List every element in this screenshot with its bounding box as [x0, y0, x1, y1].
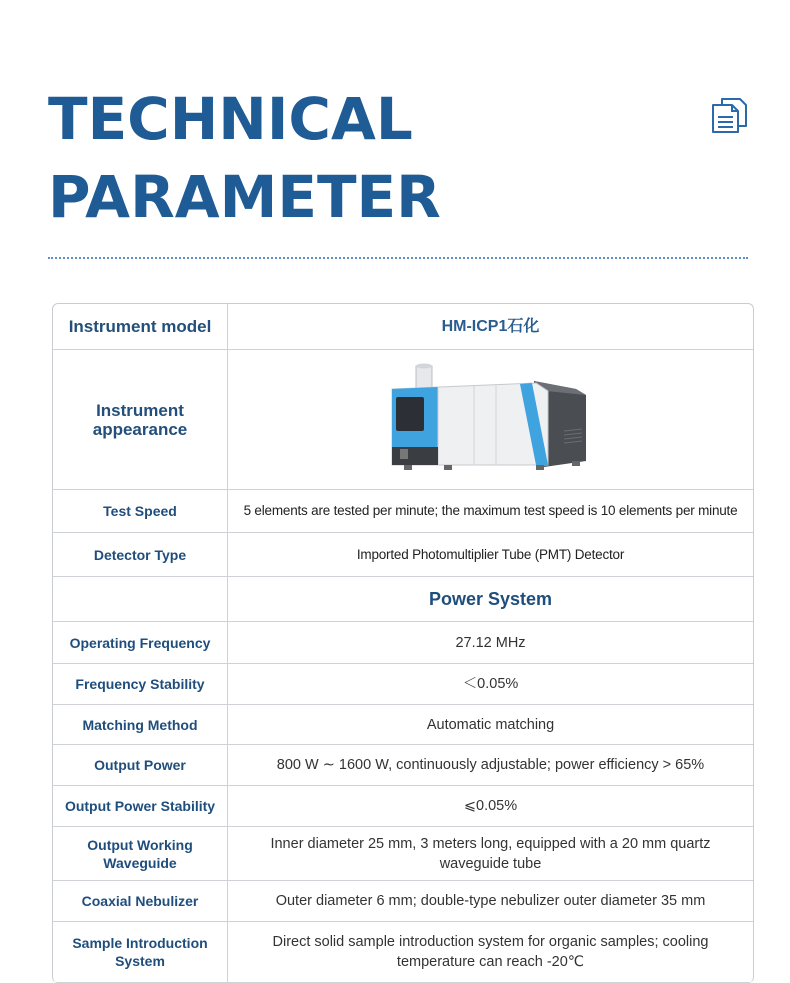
row-label: Detector Type [53, 533, 228, 576]
table-row-test-speed [53, 490, 753, 533]
instrument-image-cell [228, 350, 753, 489]
row-label: Output Power Stability [53, 786, 228, 826]
row-label: Instrument model [53, 304, 228, 349]
row-value: 27.12 MHz [455, 634, 526, 651]
row-label: Operating Frequency [53, 622, 228, 663]
table-row-section [53, 577, 753, 622]
row-value: Outer diameter 6 mm; double-type nebulizer outer diameter 35 mm [275, 893, 706, 909]
row-value: Automatic matching [426, 716, 555, 733]
row-value: Direct solid sample introduction system for organic samples; cooling temperature can reach -20℃ [272, 934, 709, 970]
dotted-divider [48, 257, 748, 259]
row-label: Instrument appearance [53, 350, 228, 489]
row-label: Output Power [53, 745, 228, 785]
table-row [53, 745, 753, 786]
row-value: HM-ICP1石化 [441, 317, 540, 335]
row-label: Output Working Waveguide [53, 827, 228, 880]
parameter-table [52, 303, 754, 983]
table-row [53, 922, 753, 983]
page-title [48, 80, 441, 236]
row-label [53, 577, 228, 621]
documents-icon [708, 94, 750, 136]
row-value: Imported Photomultiplier Tube (PMT) Detector [356, 546, 625, 562]
table-row [53, 622, 753, 664]
table-row-appearance [53, 350, 753, 490]
row-value: 5 elements are tested per minute; the maximum test speed is 10 elements per minute [243, 503, 738, 518]
row-value: Inner diameter 25 mm, 3 meters long, equipped with a 20 mm quartz waveguide tube [270, 835, 711, 872]
table-row-model [53, 304, 753, 350]
row-value: 800 W ∼ 1600 W, continuously adjustable; power efficiency > 65% [276, 757, 705, 773]
table-row [53, 881, 753, 922]
table-row [53, 827, 753, 881]
row-label: Frequency Stability [53, 664, 228, 704]
table-row [53, 664, 753, 705]
row-value: ⩽0.05% [463, 798, 518, 814]
table-row [53, 705, 753, 745]
row-label: Test Speed [53, 490, 228, 532]
row-label: Sample Introduction System [53, 922, 228, 982]
title-line-1: TECHNICAL [48, 85, 413, 153]
row-label: Coaxial Nebulizer [53, 881, 228, 921]
title-line-2: PARAMETER [48, 163, 441, 231]
section-title: Power System [428, 589, 553, 609]
table-row [53, 786, 753, 827]
row-label: Matching Method [53, 705, 228, 744]
row-value: ＜0.05% [462, 676, 519, 692]
table-row-detector-type [53, 533, 753, 577]
icp-spectrometer-image [386, 361, 596, 479]
